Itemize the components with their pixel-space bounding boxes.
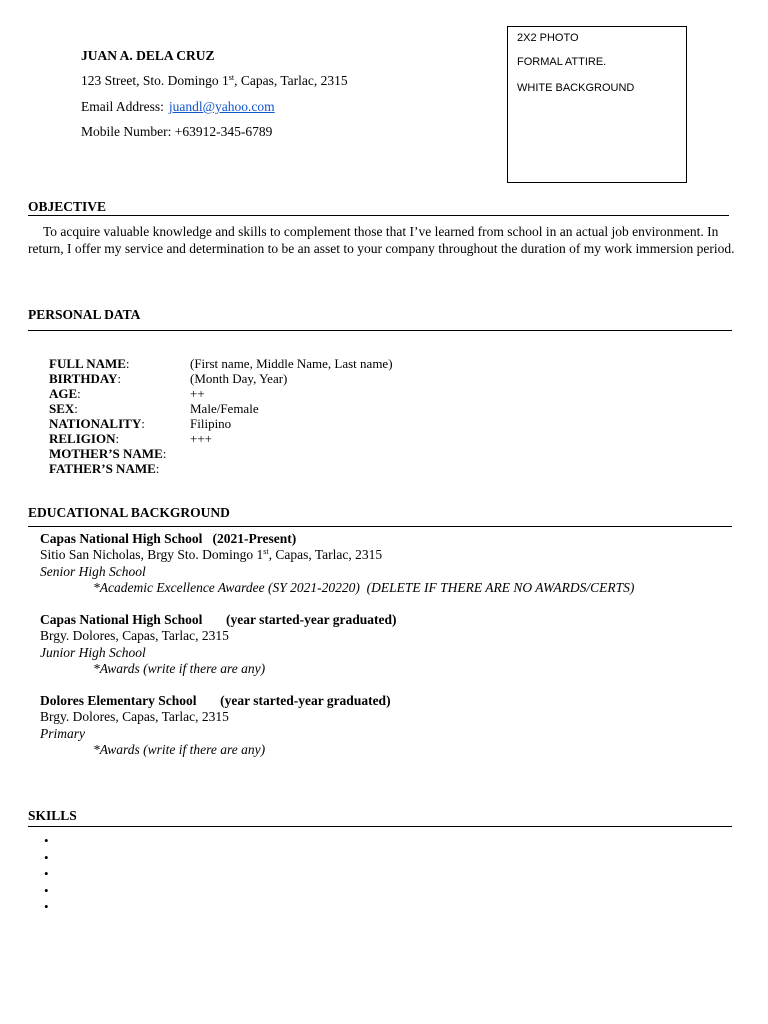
edu-award-jhs: *Awards (write if there are any) [93,661,266,676]
edu-award-primary: *Awards (write if there are any) [93,742,266,757]
edu-level-jhs: Junior High School [40,645,146,660]
skills-heading: SKILLS [28,808,77,823]
pd-label-nationality: NATIONALITY: [49,416,145,431]
skills-bullet [44,866,49,883]
pd-value-age: ++ [190,386,205,401]
pd-value-birthday: (Month Day, Year) [190,371,288,386]
personal-data-heading: PERSONAL DATA [28,307,141,322]
pd-label-religion: RELIGION: [49,431,120,446]
skills-bullet [44,850,49,867]
edu-address-shs: Sitio San Nicholas, Brgy Sto. Domingo 1st, Capas, Tarlac, 2315 [40,547,383,562]
pd-label-full-name: FULL NAME: [49,356,130,371]
personal-data-divider [28,330,732,331]
photo-placeholder-box [507,26,687,183]
skills-bullet [44,899,49,916]
photo-note-attire: FORMAL ATTIRE. [517,56,607,68]
edu-school-jhs: Capas National High School (year started-year graduated) [40,612,397,627]
skills-bullet [44,883,49,900]
edu-school-shs: Capas National High School (2021-Present) [40,531,297,546]
skills-divider [28,826,732,827]
edu-address-primary: Brgy. Dolores, Capas, Tarlac, 2315 [40,709,229,724]
edu-school-primary: Dolores Elementary School (year started-year graduated) [40,693,391,708]
education-divider [28,526,732,527]
objective-heading: OBJECTIVE [28,199,107,214]
skills-bullet [44,833,49,850]
mobile-line: Mobile Number: +63912-345-6789 [81,124,273,139]
address-line: 123 Street, Sto. Domingo 1st, Capas, Tarlac, 2315 [81,73,348,88]
objective-divider [28,215,729,216]
edu-award-shs: *Academic Excellence Awardee (SY 2021-20220) (DELETE IF THERE ARE NO AWARDS/CERTS) [93,580,635,595]
resume-name: JUAN A. DELA CRUZ [81,48,215,63]
edu-address-jhs: Brgy. Dolores, Capas, Tarlac, 2315 [40,628,229,643]
email-link[interactable]: juandl@yahoo.com [168,99,275,114]
pd-label-fathers-name: FATHER’S NAME: [49,461,160,476]
skills-list [44,833,49,916]
edu-level-shs: Senior High School [40,564,146,579]
pd-value-nationality: Filipino [190,416,232,431]
email-line [81,99,275,115]
pd-label-mothers-name: MOTHER’S NAME: [49,446,167,461]
edu-level-primary: Primary [40,726,85,741]
pd-value-sex: Male/Female [190,401,259,416]
email-label: Email Address: [81,99,164,114]
pd-label-age: AGE: [49,386,81,401]
pd-value-full-name: (First name, Middle Name, Last name) [190,356,393,371]
objective-text: To acquire valuable knowledge and skills to complement those that I’ve learned from school in an actual job environment. In return, I offer my service and determination to be an asset to your company throughout the duration of my work immersion period. [28,224,735,256]
education-heading: EDUCATIONAL BACKGROUND [28,505,230,520]
pd-label-birthday: BIRTHDAY: [49,371,122,386]
photo-note-background: WHITE BACKGROUND [517,82,635,94]
pd-label-sex: SEX: [49,401,78,416]
photo-note-size: 2X2 PHOTO [517,32,579,44]
pd-value-religion: +++ [190,431,212,446]
